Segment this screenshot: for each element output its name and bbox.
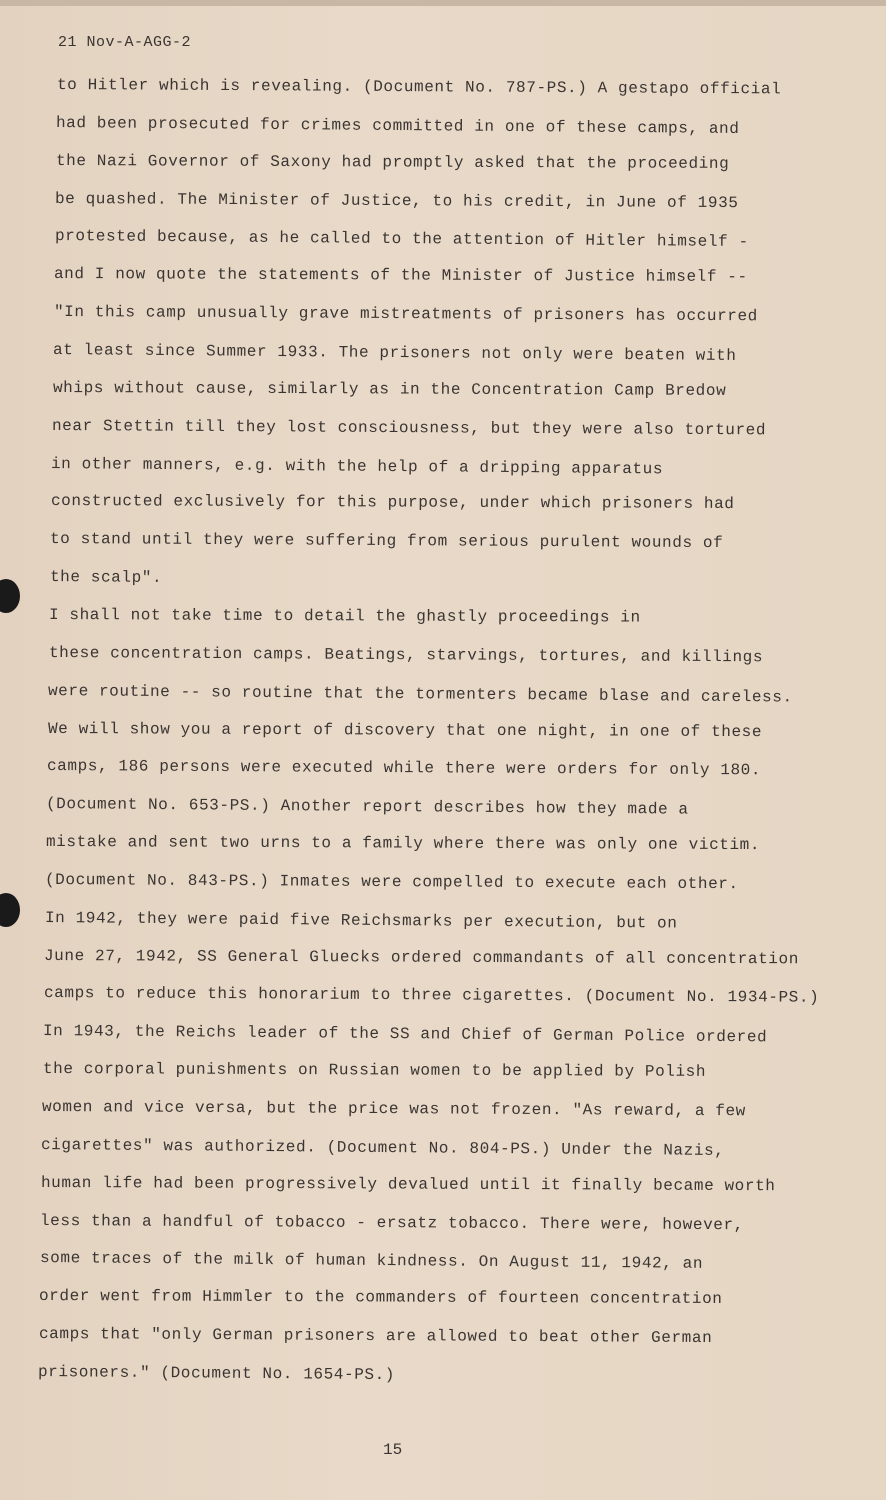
text-line: camps to reduce this honorarium to three cigarettes. (Document No. 1934-PS.) [43, 984, 819, 1008]
text-line: (Document No. 653-PS.) Another report describes how they made a [46, 795, 690, 819]
text-line: (Document No. 843-PS.) Inmates were compelled to execute each other. [45, 870, 740, 894]
text-line: the corporal punishments on Russian women to be applied by Polish [42, 1060, 706, 1081]
text-line: and I now quote the statements of the Minister of Justice himself -- [54, 265, 748, 287]
text-line: be quashed. The Minister of Justice, to his credit, in June of 1935 [55, 189, 739, 212]
text-line: the Nazi Governor of Saxony had promptly asked that the proceeding [55, 151, 730, 173]
punch-hole-lower [0, 893, 20, 927]
text-line: protested because, as he called to the attention of Hitler himself - [54, 227, 749, 252]
text-line: I shall not take time to detail the ghastly proceedings in [49, 605, 641, 627]
text-line: In 1943, the Reichs leader of the SS and Chief of German Police ordered [42, 1022, 768, 1047]
text-line: women and vice versa, but the price was not frozen. "As reward, a few [41, 1098, 746, 1121]
text-line: in other manners, e.g. with the help of a dripping apparatus [51, 454, 664, 478]
text-line: whips without cause, similarly as in the Concentration Camp Bredow [52, 378, 726, 400]
text-line: at least since Summer 1933. The prisoners not only were beaten with [53, 340, 737, 365]
text-line: In 1942, they were paid five Reichsmarks per execution, but on [44, 908, 678, 933]
text-line: had been prosecuted for crimes committed in one of these camps, and [56, 113, 740, 138]
text-line: order went from Himmler to the commanders of fourteen concentration [39, 1287, 723, 1309]
text-line: some traces of the milk of human kindness. On August 11, 1942, an [39, 1249, 703, 1274]
text-line: near Stettin till they lost consciousness, but they were also tortured [51, 416, 767, 440]
text-line: to Hitler which is revealing. (Document No. 787-PS.) A gestapo official [56, 76, 782, 99]
document-header: 21 Nov-A-AGG-2 [58, 34, 192, 51]
text-line: the scalp". [49, 568, 162, 587]
text-line: camps that "only German prisoners are allowed to beat other German [38, 1325, 712, 1348]
text-line: to stand until they were suffering from serious purulent wounds of [50, 530, 724, 553]
page-number: 15 [383, 1441, 403, 1459]
text-line: We will show you a report of discovery that one night, in one of these [47, 719, 762, 741]
text-line: human life had been progressively devalued until it finally became worth [40, 1173, 776, 1195]
page-top-edge [0, 0, 886, 6]
text-line: were routine -- so routine that the tormenters became blase and careless. [48, 681, 793, 707]
text-line: less than a handful of tobacco - ersatz tobacco. There were, however, [40, 1211, 745, 1234]
punch-hole-upper [0, 579, 20, 613]
text-line: prisoners." (Document No. 1654-PS.) [37, 1362, 396, 1385]
text-line: these concentration camps. Beatings, starvings, tortures, and killings [48, 643, 763, 667]
text-line: constructed exclusively for this purpose, under which prisoners had [50, 492, 735, 514]
text-line: cigarettes" was authorized. (Document No. 804-PS.) Under the Nazis, [41, 1135, 725, 1160]
text-line: camps, 186 persons were executed while there were orders for only 180. [46, 757, 762, 780]
text-line: mistake and sent two urns to a family where there was only one victim. [45, 833, 760, 855]
text-line: June 27, 1942, SS General Gluecks ordered commandants of all concentration [44, 946, 800, 968]
text-line: "In this camp unusually grave mistreatments of prisoners has occurred [53, 303, 758, 326]
